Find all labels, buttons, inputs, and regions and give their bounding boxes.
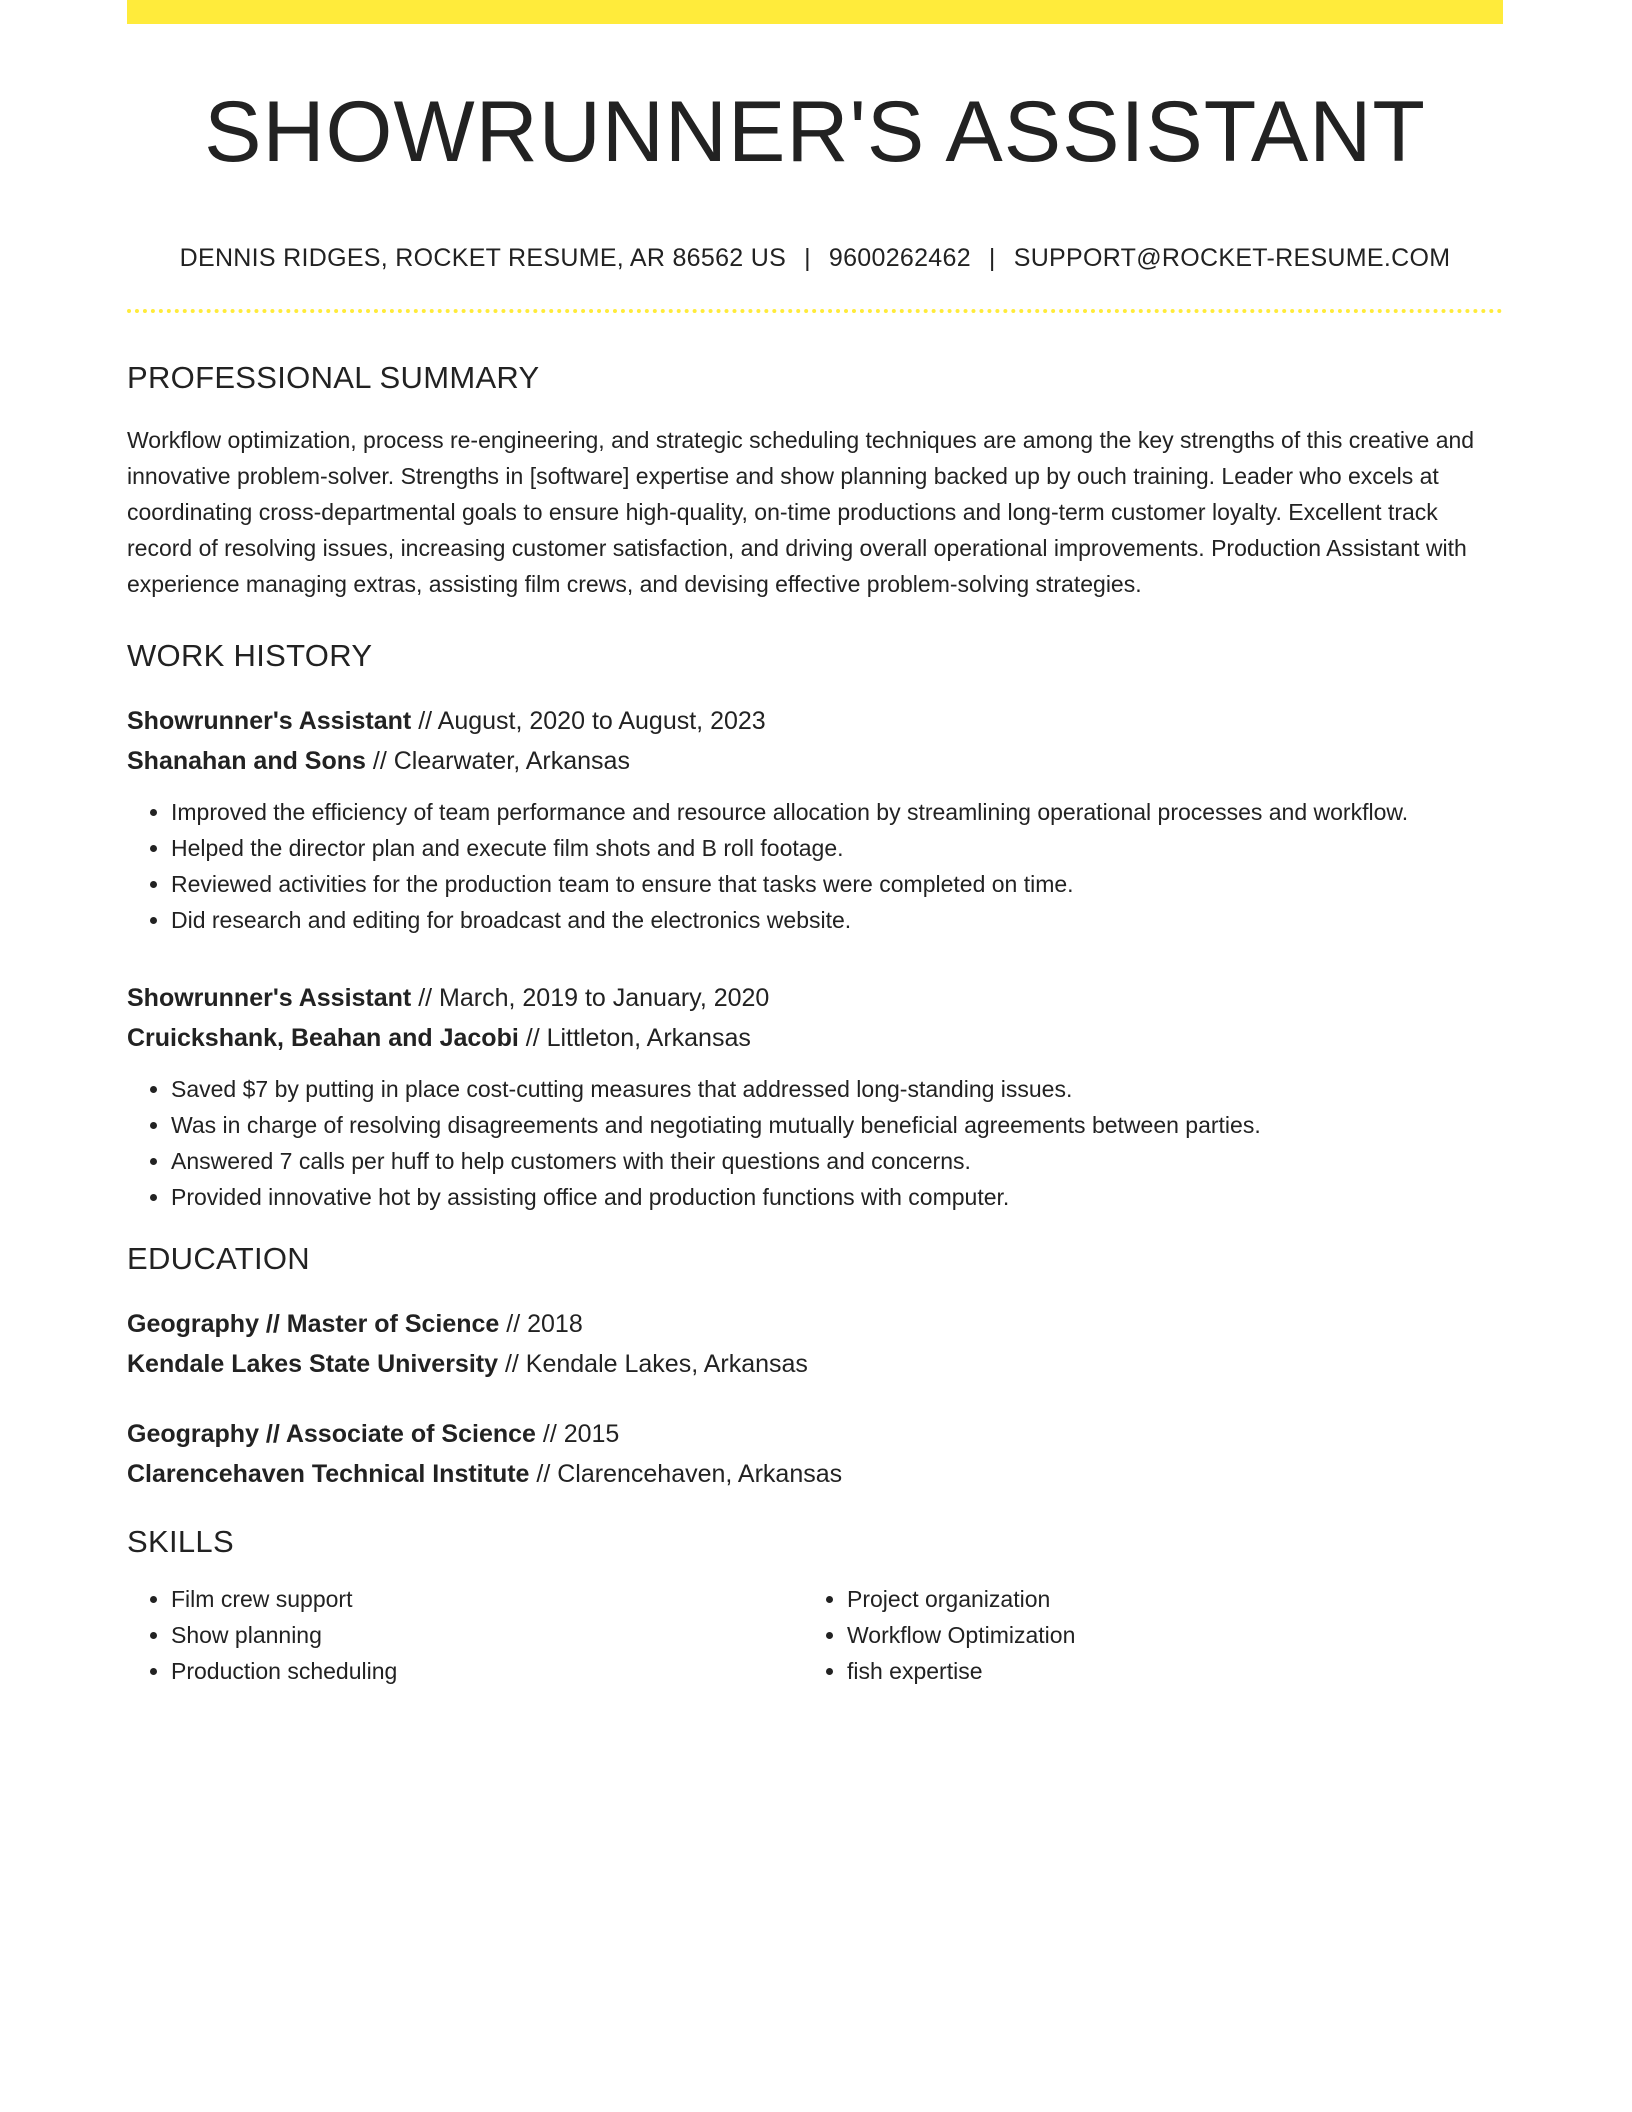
job-title: Showrunner's Assistant <box>127 706 412 735</box>
skills-columns <box>127 1581 1503 1689</box>
contact-phone: 9600262462 <box>828 243 971 272</box>
skill-item: • Film crew support <box>171 1581 803 1617</box>
summary-text: Workflow optimization, process re-engineering, and strategic scheduling techniques are among the key strengths of this creative and innovative problem-solver. Strengths in [software] expertise and show planning backed up by ouch training. Leader who excels at coordinating cross-departmental goals to ensure high-quality, on-time productions and long-term customer loyalty. Excellent track record of resolving issues, increasing customer satisfaction, and driving overall operational improvements. Production Assistant with experience managing extras, assisting film crews, and devising effective problem-solving strategies. <box>127 426 1475 597</box>
job-bullets <box>127 794 1503 938</box>
degree-line <box>127 1304 1503 1344</box>
work-history-heading: WORK HISTORY <box>127 637 373 673</box>
resume-title: SHOWRUNNER'S ASSISTANT <box>204 84 1426 180</box>
skill-item: • fish expertise <box>847 1653 1479 1689</box>
job-location: // Clearwater, Arkansas <box>365 746 630 775</box>
skills-heading: SKILLS <box>127 1523 234 1559</box>
contact-line <box>127 244 1503 273</box>
skills-list-right <box>803 1581 1479 1689</box>
school-line <box>127 1344 1503 1384</box>
job-dates: // March, 2019 to January, 2020 <box>411 983 770 1012</box>
summary-heading: PROFESSIONAL SUMMARY <box>127 359 540 395</box>
job-company: Shanahan and Sons <box>127 746 366 775</box>
list-item: • Saved $7 by putting in place cost-cutting measures that addressed long-standing issues. <box>171 1071 1503 1107</box>
list-item: • Helped the director plan and execute film shots and B roll footage. <box>171 830 1503 866</box>
school-location: // Kendale Lakes, Arkansas <box>498 1349 808 1378</box>
job-company-line <box>127 741 1503 781</box>
job-bullets <box>127 1071 1503 1215</box>
school-location: // Clarencehaven, Arkansas <box>529 1459 843 1488</box>
list-item: • Reviewed activities for the production team to ensure that tasks were completed on time. <box>171 866 1503 902</box>
degree-name: Geography // Master of Science <box>127 1309 500 1338</box>
contact-address: DENNIS RIDGES, ROCKET RESUME, AR 86562 US <box>179 243 787 272</box>
job-company: Cruickshank, Beahan and Jacobi <box>127 1023 519 1052</box>
school-name: Clarencehaven Technical Institute <box>127 1459 530 1488</box>
degree-year: // 2015 <box>535 1419 620 1448</box>
job-entry <box>127 701 1503 938</box>
degree-line <box>127 1414 1503 1454</box>
school-line <box>127 1454 1503 1494</box>
list-item: • Provided innovative hot by assisting office and production functions with computer. <box>171 1179 1503 1215</box>
skill-item: • Project organization <box>847 1581 1479 1617</box>
education-entry <box>127 1304 1503 1384</box>
job-dates: // August, 2020 to August, 2023 <box>411 706 766 735</box>
education-heading: EDUCATION <box>127 1240 310 1276</box>
degree-name: Geography // Associate of Science <box>127 1419 536 1448</box>
skills-list-left <box>127 1581 803 1689</box>
job-company-line <box>127 1018 1503 1058</box>
school-name: Kendale Lakes State University <box>127 1349 498 1378</box>
header-divider <box>127 309 1503 313</box>
accent-top-bar <box>127 0 1503 24</box>
job-title: Showrunner's Assistant <box>127 983 412 1012</box>
list-item: • Answered 7 calls per huff to help customers with their questions and concerns. <box>171 1143 1503 1179</box>
job-title-line <box>127 701 1503 741</box>
list-item: • Did research and editing for broadcast and the electronics website. <box>171 902 1503 938</box>
contact-separator: | <box>804 243 811 272</box>
skill-item: • Workflow Optimization <box>847 1617 1479 1653</box>
job-entry <box>127 978 1503 1215</box>
degree-year: // 2018 <box>499 1309 583 1338</box>
job-location: // Littleton, Arkansas <box>518 1023 751 1052</box>
contact-email: SUPPORT@ROCKET-RESUME.COM <box>1013 243 1451 272</box>
list-item: • Improved the efficiency of team performance and resource allocation by streamlining operational processes and workflow. <box>171 794 1503 830</box>
resume-page <box>127 0 1503 1689</box>
job-title-line <box>127 978 1503 1018</box>
list-item: • Was in charge of resolving disagreements and negotiating mutually beneficial agreements between parties. <box>171 1107 1503 1143</box>
skill-item: • Production scheduling <box>171 1653 803 1689</box>
education-entry <box>127 1414 1503 1494</box>
contact-separator: | <box>988 243 996 272</box>
skill-item: • Show planning <box>171 1617 803 1653</box>
